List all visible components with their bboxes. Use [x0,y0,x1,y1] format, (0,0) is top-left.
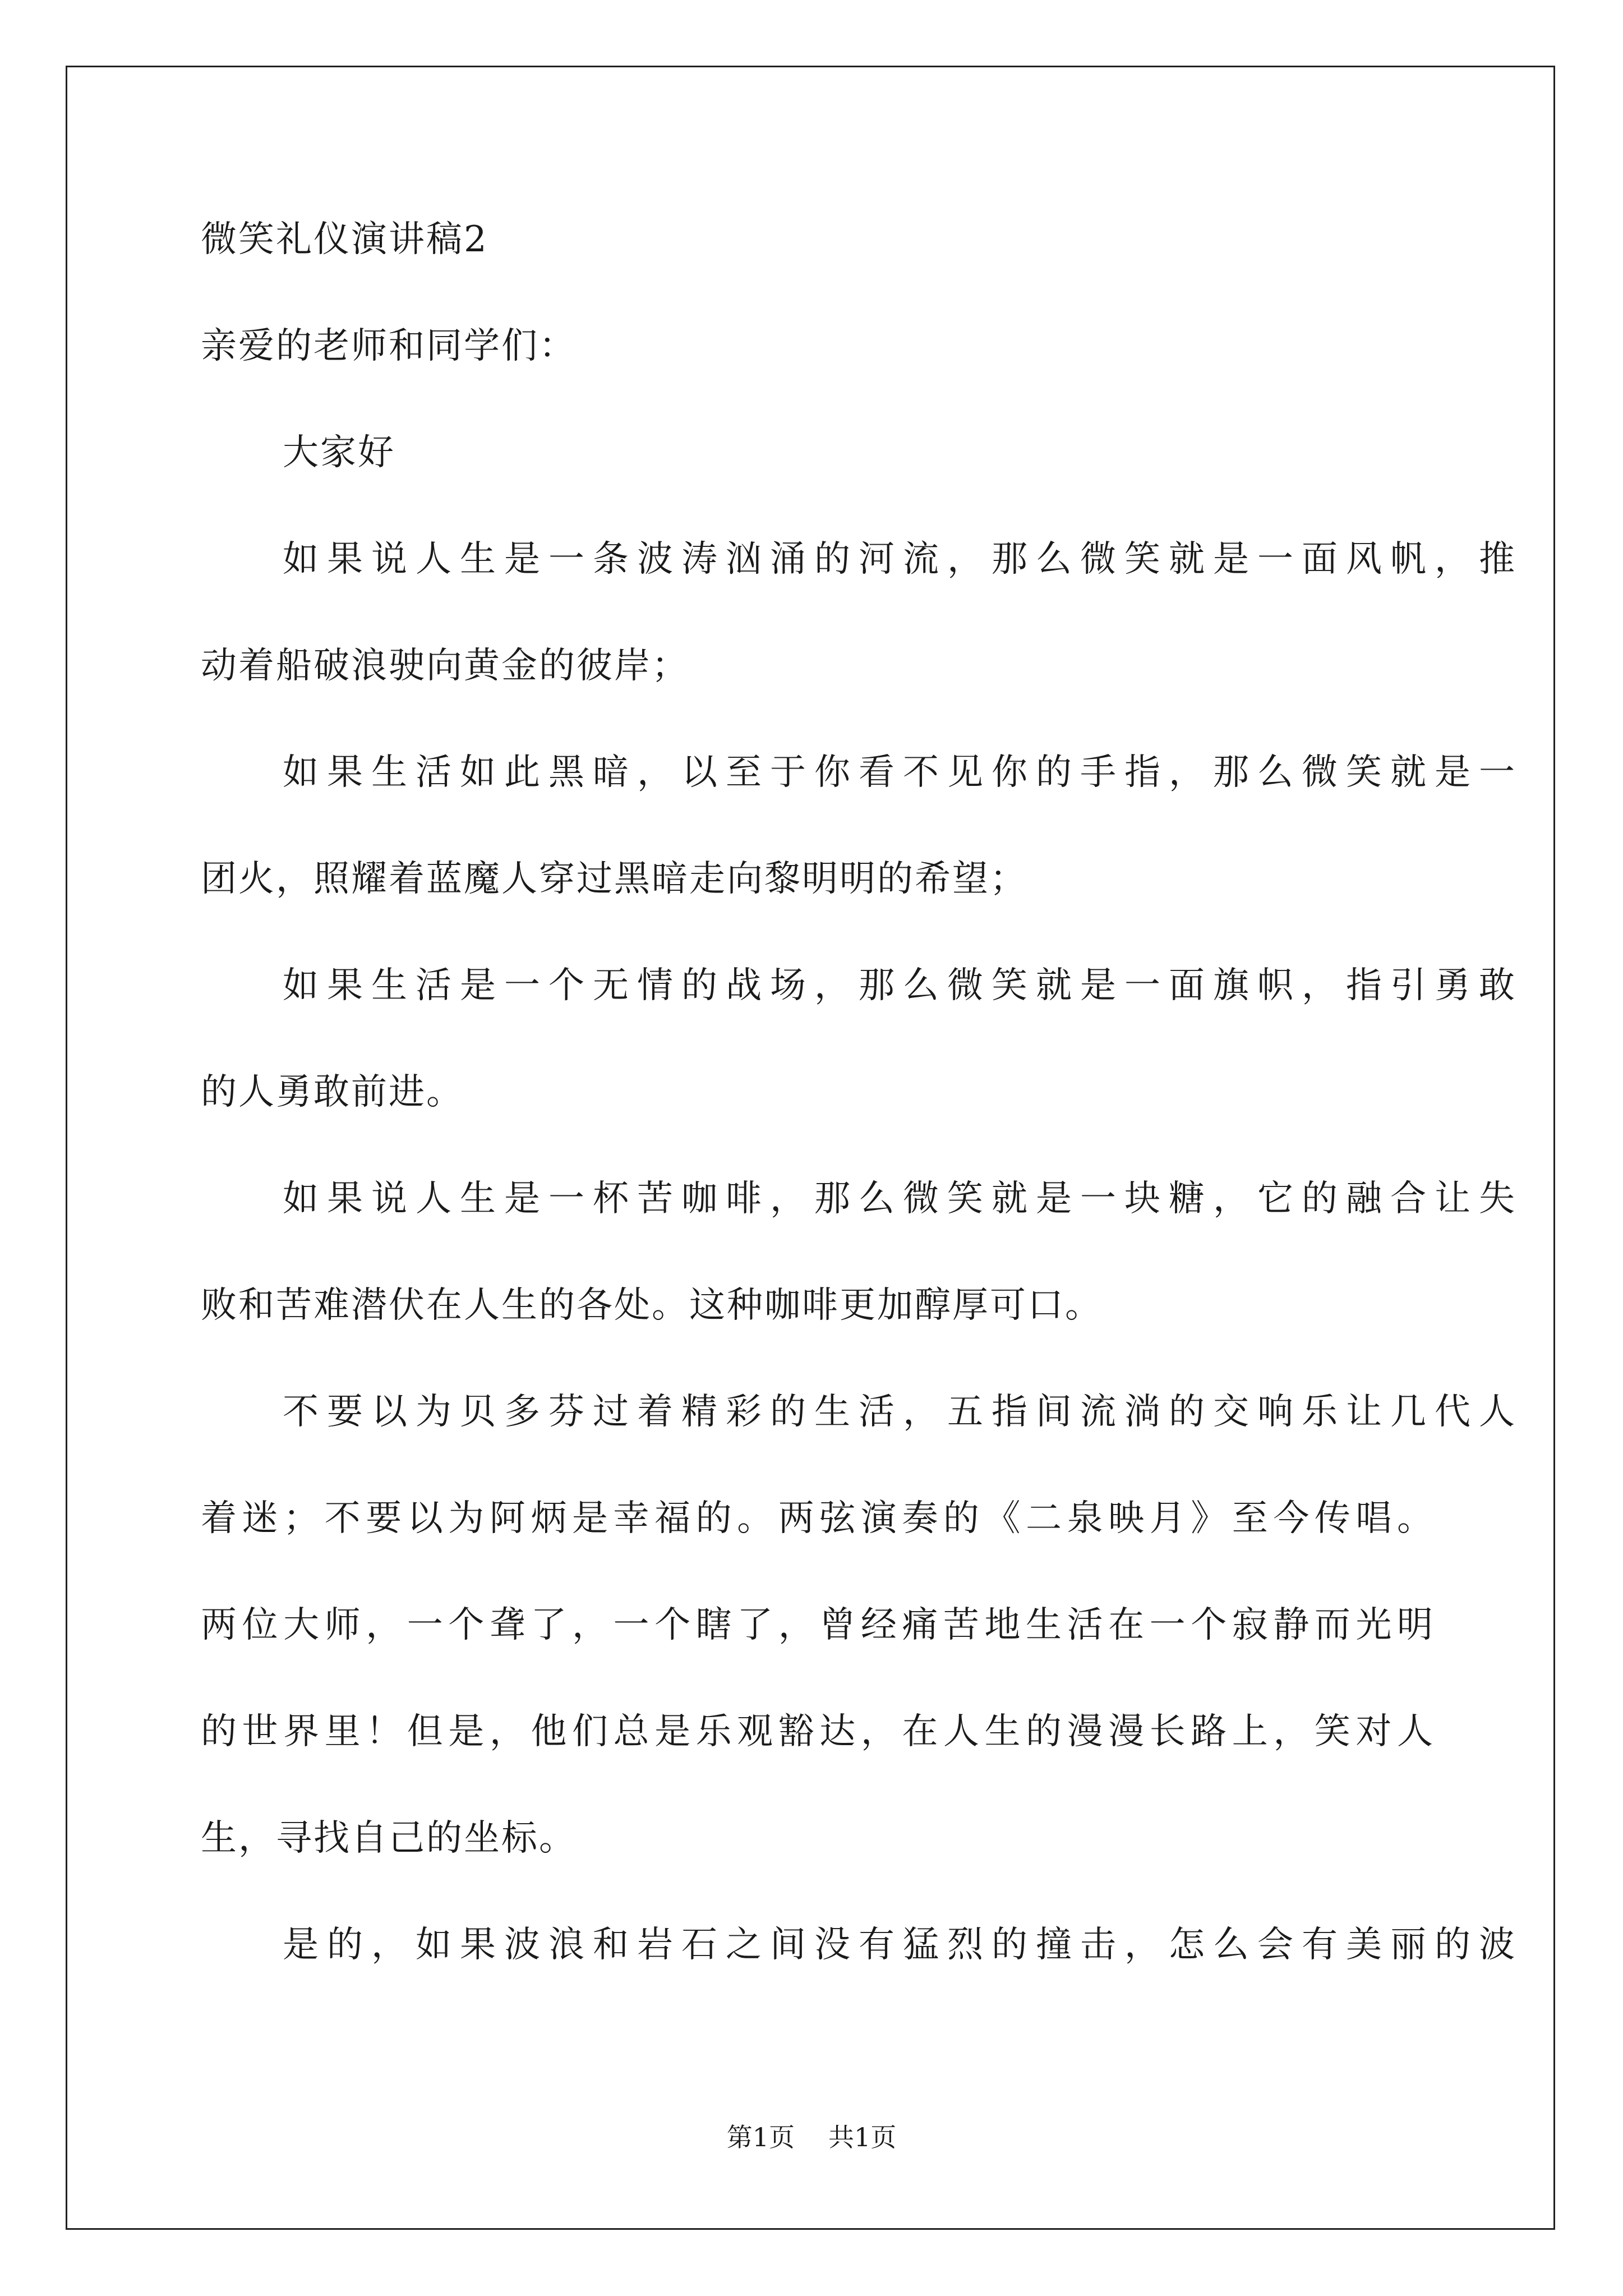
paragraph-line: 如果说人生是一条波涛汹涌的河流，那么微笑就是一面风帆，推 [283,539,1516,580]
document-title-block [201,219,1435,260]
paragraph-line: 如果生活如此黑暗，以至于你看不见你的手指，那么微笑就是一 [283,752,1516,793]
paragraph-2 [201,752,1516,900]
paragraph-1 [201,539,1516,687]
paragraph-line: 是的，如果波浪和岩石之间没有猛烈的撞击，怎么会有美丽的波 [283,1924,1516,1966]
salutation: 亲爱的老师和同学们： [201,325,577,367]
document-body [201,219,1516,1966]
paragraph-line: 如果生活是一个无情的战场，那么微笑就是一面旗帜，指引勇敢 [283,965,1516,1006]
paragraph-line: 的世界里！但是，他们总是乐观豁达，在人生的漫漫长路上，笑对人 [201,1711,1435,1752]
greeting-block [201,432,1435,473]
document-title: 微笑礼仪演讲稿2 [201,219,488,260]
greeting: 大家好 [283,432,395,473]
paragraph-3 [201,965,1516,1113]
paragraph-line: 败和苦难潜伏在人生的各处。这种咖啡更加醇厚可口。 [201,1285,1103,1326]
paragraph-line: 两位大师，一个聋了，一个瞎了，曾经痛苦地生活在一个寂静而光明 [201,1604,1435,1646]
page-number: 第1页 [726,2122,795,2152]
paragraph-6 [201,1924,1516,1966]
page-total: 共1页 [828,2122,897,2152]
salutation-block [201,325,1435,367]
page-footer [0,2124,1623,2150]
paragraph-line: 不要以为贝多芬过着精彩的生活，五指间流淌的交响乐让几代人 [283,1391,1516,1433]
paragraph-5 [201,1391,1516,1859]
paragraph-line: 着迷；不要以为阿炳是幸福的。两弦演奏的《二泉映月》至今传唱。 [201,1498,1435,1539]
paragraph-line: 动着船破浪驶向黄金的彼岸； [201,645,689,687]
paragraph-line: 的人勇敢前进。 [201,1071,464,1113]
paragraph-line: 如果说人生是一杯苦咖啡，那么微笑就是一块糖，它的融合让失 [283,1178,1516,1220]
paragraph-line: 生，寻找自己的坐标。 [201,1818,577,1859]
paragraph-4 [201,1178,1516,1326]
paragraph-line: 团火，照耀着蓝魔人穿过黑暗走向黎明明的希望； [201,858,1027,900]
